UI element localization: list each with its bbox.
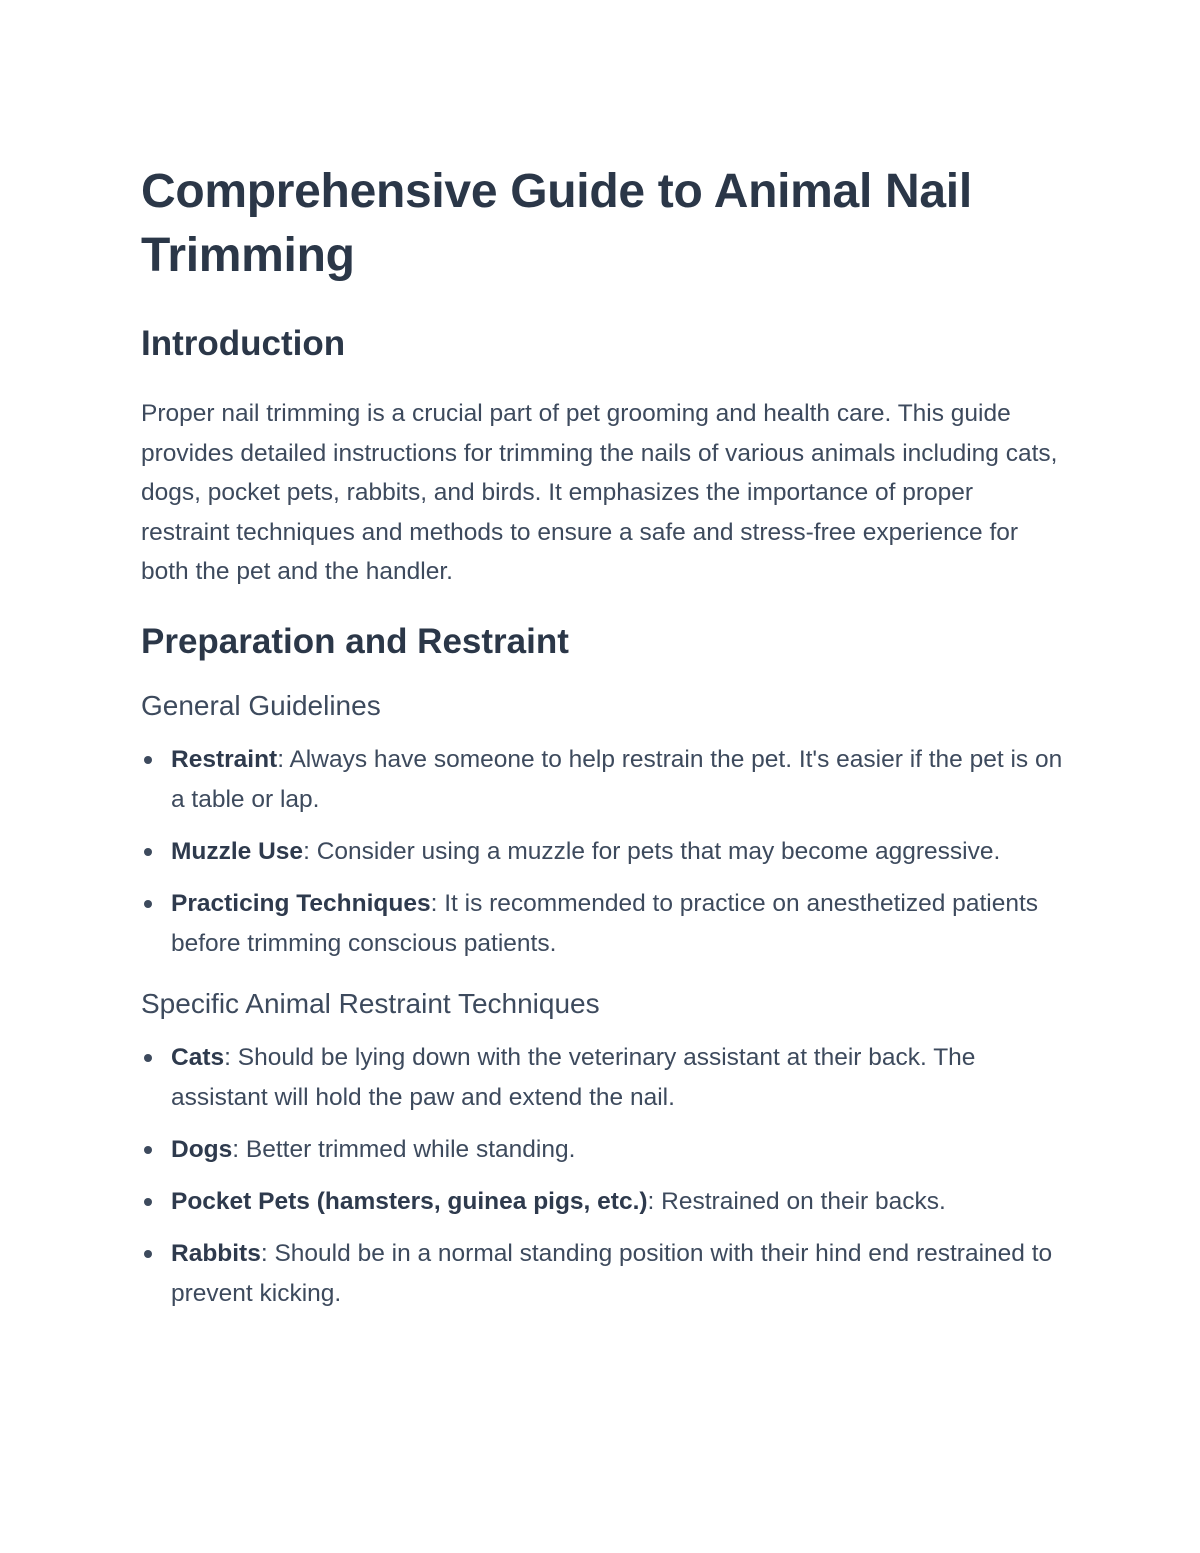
list-item-text: Consider using a muzzle for pets that may become aggressive. — [316, 837, 1001, 865]
list-item — [141, 740, 1066, 820]
specific-techniques-list — [141, 1038, 1066, 1314]
list-item-separator: : — [430, 889, 445, 917]
document-page — [141, 160, 1066, 1326]
list-item — [141, 832, 1066, 872]
list-item-term: Muzzle Use — [171, 837, 304, 865]
general-guidelines-list — [141, 740, 1066, 964]
list-item-text: Restrained on their backs. — [661, 1187, 946, 1215]
list-item-term: Dogs — [171, 1135, 233, 1163]
list-item-text: Better trimmed while standing. — [245, 1135, 576, 1163]
list-item-separator: : — [303, 837, 317, 865]
list-item-term: Restraint — [171, 745, 278, 773]
bullet-icon — [144, 900, 152, 908]
list-item-separator: : — [232, 1135, 246, 1163]
list-item-text: It is recommended to practice on anesthetized patients before trimming conscious patients. — [171, 889, 1038, 957]
list-item-text: Should be lying down with the veterinary assistant at their back. The assistant will hold the paw and extend the nail. — [171, 1043, 976, 1111]
list-item-term: Practicing Techniques — [171, 889, 431, 917]
list-item — [141, 1234, 1066, 1314]
preparation-heading: Preparation and Restraint — [141, 621, 569, 661]
general-guidelines-heading: General Guidelines — [141, 689, 381, 721]
list-item — [141, 1182, 1066, 1222]
list-item-text: Always have someone to help restrain the pet. It's easier if the pet is on a table or lap. — [171, 745, 1063, 813]
list-item-term: Rabbits — [171, 1239, 261, 1267]
list-item-term: Cats — [171, 1043, 225, 1071]
list-item-separator: : — [647, 1187, 662, 1215]
bullet-icon — [144, 1054, 152, 1062]
bullet-icon — [144, 1146, 152, 1154]
list-item — [141, 1038, 1066, 1118]
list-item-separator: : — [260, 1239, 275, 1267]
introduction-heading: Introduction — [141, 324, 346, 363]
list-item-term: Pocket Pets (hamsters, guinea pigs, etc.) — [171, 1187, 648, 1215]
list-item — [141, 1130, 1066, 1170]
introduction-paragraph: Proper nail trimming is a crucial part of pet grooming and health care. This guide provides detailed instructions for trimming the nails of various animals including cats, dogs, pocket pets, rabbits, and birds. It emphasizes the importance of proper restraint techniques and methods to ensure a safe and stress-free experience for both the pet and the handler. — [141, 400, 1058, 586]
list-item-separator: : — [277, 745, 290, 773]
bullet-icon — [144, 1250, 152, 1258]
bullet-icon — [144, 848, 152, 856]
list-item-separator: : — [224, 1043, 238, 1071]
list-item — [141, 884, 1066, 964]
specific-techniques-heading: Specific Animal Restraint Techniques — [141, 987, 600, 1019]
bullet-icon — [144, 756, 152, 764]
list-item-text: Should be in a normal standing position with their hind end restrained to prevent kicking. — [171, 1239, 1053, 1307]
bullet-icon — [144, 1198, 152, 1206]
page-title: Comprehensive Guide to Animal Nail Trimming — [141, 165, 972, 282]
